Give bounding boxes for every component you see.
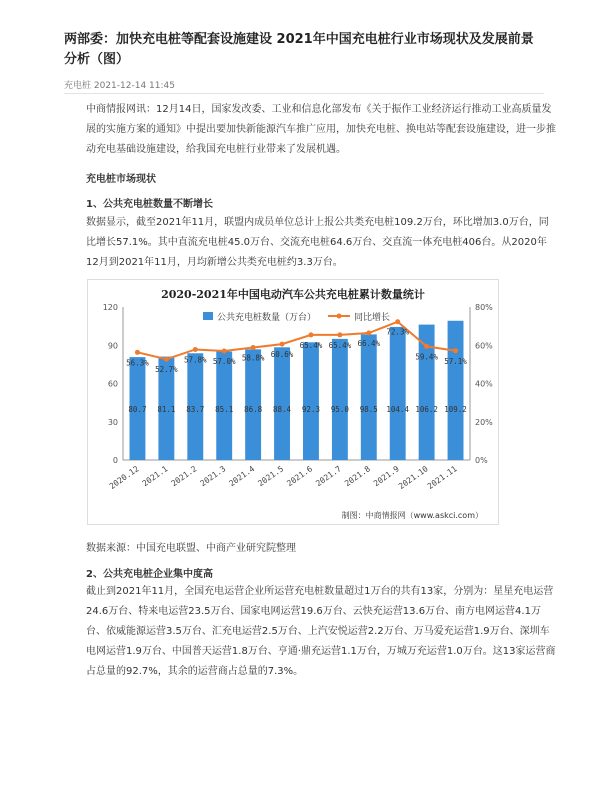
growth-value-label: 58.8% — [241, 353, 265, 363]
legend-bar-label: 公共充电桩数量（万台） — [217, 313, 317, 323]
growth-point — [280, 342, 285, 347]
intro-paragraph: 中商情报网讯：12月14日，国家发改委、工业和信息化部发布《关于振作工业经济运行推动工业高质量发展的实施方案的通知》中提出要加快新能源汽车推广应用，加快充电桩、换电站等配套设施建设，进一步推动充电基础设施建设，给我国充电桩行业带来了发展机遇。 — [86, 104, 556, 155]
x-tick-label: 2021.4 — [227, 464, 257, 489]
y-tick-label: 120 — [102, 303, 118, 312]
x-tick-label: 2021.8 — [343, 464, 372, 489]
x-tick-label: 2021.6 — [285, 464, 315, 489]
bar — [274, 347, 290, 460]
bar-value-label: 92.3 — [301, 405, 320, 414]
legend-line-label: 同比增长 — [354, 313, 391, 323]
growth-value-label: 60.6% — [270, 350, 294, 360]
growth-value-label: 59.4% — [415, 352, 438, 362]
chart-svg — [88, 280, 498, 524]
bar-value-label: 95.0 — [330, 405, 349, 414]
subheading-2: 2、公共充电桩企业集中度高 — [86, 569, 213, 580]
growth-value-label: 57.0% — [212, 356, 236, 366]
growth-point — [135, 350, 140, 355]
legend-bar-swatch — [203, 312, 213, 320]
bar-value-label: 86.8 — [244, 405, 263, 414]
bar — [448, 321, 464, 460]
y-tick-label: 30 — [107, 417, 118, 427]
bar-value-label: 88.4 — [273, 405, 292, 414]
x-tick-label: 2020.12 — [107, 464, 141, 491]
growth-point — [337, 332, 342, 337]
growth-value-label: 65.4% — [328, 340, 352, 350]
y2-tick-label: 40% — [475, 379, 493, 389]
bar — [303, 342, 319, 460]
y2-tick-label: 80% — [475, 303, 493, 312]
growth-point — [308, 332, 313, 337]
bar-value-label: 85.1 — [215, 405, 234, 414]
article-title: 两部委：加快充电桩等配套设施建设 2021年中国充电桩行业市场现状及发展前景分析（图） — [64, 32, 534, 67]
x-tick-label: 2021.3 — [198, 464, 228, 489]
paragraph-1: 数据显示，截至2021年11月，联盟内成员单位总计上报公共类充电桩109.2万台，环比增加3.0万台，同比增长57.1%。其中直流充电桩45.0万台、交流充电桩64.6万台、交直流一体充电桩406台。从2020年12月到2021年11月，月均新增公共类充电桩约3.3万台。 — [86, 217, 549, 268]
growth-value-label: 52.7% — [155, 365, 178, 375]
paragraph-2: 截止到2021年11月，全国充电运营企业所运营充电桩数量超过1万台的共有13家，分别为：星星充电运营24.6万台、特来电运营23.5万台、国家电网运营19.6万台、云快充运营13.6万台、南方电网运营4.1万台、依威能源运营3.5万台、汇充电运营2.5万台、上汽安悦运营2.2万台、万马爱充运营1.9万台、深圳车电网运营1.9万台、中国普天运营1.8万台、亨通·鼎充运营1.1万台，万城万充运营1.0万台。这13家运营商占总量的92.7%，其余的运营商占总量的7.3%。 — [86, 586, 556, 677]
x-tick-label: 2021.11 — [425, 464, 459, 491]
growth-value-label: 65.4% — [299, 340, 323, 350]
bar-value-label: 83.7 — [186, 405, 205, 414]
x-tick-label: 2021.10 — [396, 464, 430, 491]
y-tick-label: 60 — [107, 379, 118, 389]
subheading-1: 1、公共充电桩数量不断增长 — [86, 199, 213, 210]
chart-credit: 制图：中商情报网（www.askci.com） — [341, 511, 483, 520]
x-tick-label: 2021.7 — [314, 464, 344, 489]
x-tick-label: 2021.2 — [169, 464, 199, 489]
y2-tick-label: 0% — [475, 456, 488, 465]
growth-point — [164, 357, 169, 362]
section-heading: 充电桩市场现状 — [86, 174, 156, 185]
growth-point — [193, 347, 198, 352]
bar-value-label: 104.4 — [386, 405, 409, 414]
bar-value-label: 81.1 — [157, 405, 176, 414]
bar — [332, 339, 348, 460]
chart-source: 数据来源：中国充电联盟、中商产业研究院整理 — [86, 543, 296, 554]
legend-line-marker — [337, 314, 342, 319]
bar — [361, 334, 377, 460]
growth-point — [453, 348, 458, 353]
chart-container — [87, 279, 499, 525]
growth-point — [424, 344, 429, 349]
x-tick-label: 2021.1 — [140, 464, 170, 489]
bar-value-label: 106.2 — [415, 405, 438, 414]
bar-value-label: 98.5 — [359, 405, 378, 414]
growth-point — [395, 319, 400, 324]
growth-point — [251, 345, 256, 350]
growth-value-label: 72.3% — [386, 327, 409, 337]
y-tick-label: 0 — [112, 456, 118, 465]
divider — [64, 93, 544, 94]
growth-value-label: 57.1% — [444, 356, 467, 366]
chart-title: 2020-2021年中国电动汽车公共充电桩累计数量统计 — [161, 288, 425, 301]
x-tick-label: 2021.9 — [372, 464, 401, 489]
x-tick-label: 2021.5 — [256, 464, 286, 489]
y2-tick-label: 60% — [475, 341, 493, 351]
growth-value-label: 66.4% — [357, 339, 381, 349]
growth-point — [366, 331, 371, 336]
bar-value-label: 109.2 — [444, 405, 467, 414]
article-meta: 充电桩 2021-12-14 11:45 — [64, 81, 175, 91]
y-tick-label: 90 — [107, 341, 118, 351]
bar-value-label: 80.7 — [128, 405, 147, 414]
y2-tick-label: 20% — [475, 417, 493, 427]
growth-value-label: 56.3% — [126, 358, 149, 368]
growth-point — [222, 348, 227, 353]
growth-value-label: 57.8% — [184, 355, 207, 365]
bar — [390, 327, 406, 460]
